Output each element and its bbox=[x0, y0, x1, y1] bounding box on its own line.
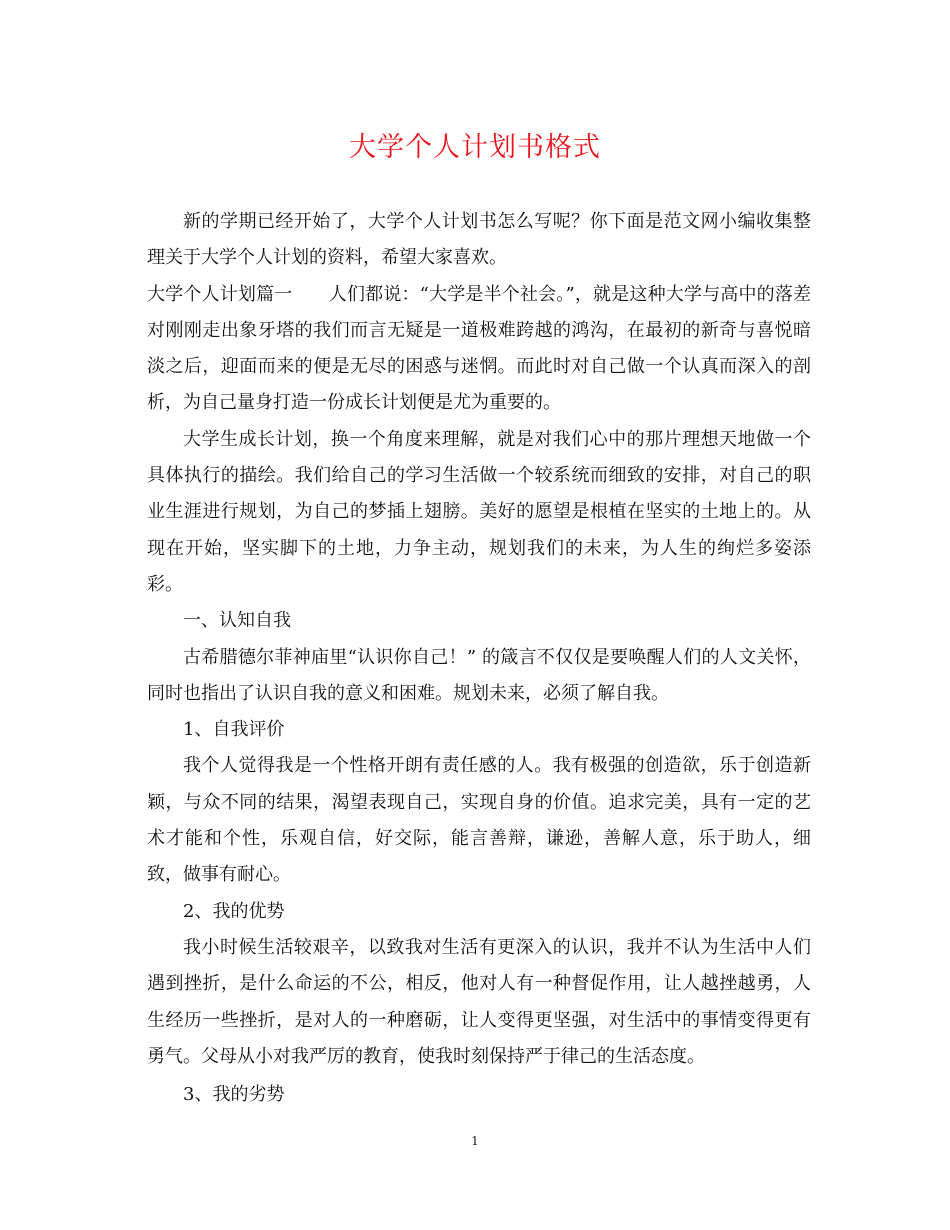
subheading-self-evaluation: 1、自我评价 bbox=[183, 719, 285, 741]
strengths-paragraph: 我小时候生活较艰辛，以致我对生活有更深入的认识，我并不认为生活中人们遇到挫折，是什么命运的不公，相反，他对人有一种督促作用，让人越挫越勇，人生经历一些挫折，是对人的一种磨砺，让人变得更坚强，对生活中的事情变得更有勇气。父母从小对我严厉的教育，使我时刻保持严于律己的生活态度。 bbox=[147, 936, 811, 1067]
subheading-weaknesses: 3、我的劣势 bbox=[183, 1084, 285, 1106]
page-number: 1 bbox=[471, 1134, 479, 1148]
growth-plan-paragraph: 大学生成长计划，换一个角度来理解，就是对我们心中的那片理想天地做一个具体执行的描绘。我们给自己的学习生活做一个较系统而细致的安排，对自己的职业生涯进行规划，为自己的梦插上翅膀。美好的愿望是根植在坚实的土地上的。从现在开始，坚实脚下的土地，力争主动，规划我们的未来，为人生的绚烂多姿添彩。 bbox=[147, 428, 811, 595]
document-body bbox=[147, 204, 811, 1113]
plan-one-paragraph: 大学个人计划篇一 人们都说：“大学是半个社会。”，就是这种大学与高中的落差对刚刚走出象牙塔的我们而言无疑是一道极难跨越的鸿沟，在最初的新奇与喜悦暗淡之后，迎面而来的便是无尽的困惑与迷惘。而此时对自己做一个认真而深入的剖析，为自己量身打造一份成长计划便是尤为重要的。 bbox=[147, 283, 811, 414]
intro-paragraph: 新的学期已经开始了，大学个人计划书怎么写呢？你下面是范文网小编收集整理关于大学个人计划的资料，希望大家喜欢。 bbox=[147, 211, 811, 269]
document-title: 大学个人计划书格式 bbox=[349, 132, 601, 163]
self-evaluation-paragraph: 我个人觉得我是一个性格开朗有责任感的人。我有极强的创造欲，乐于创造新颖，与众不同的结果，渴望表现自己，实现自身的价值。追求完美，具有一定的艺术才能和个性，乐观自信，好交际，能言善辩，谦逊，善解人意，乐于助人，细致，做事有耐心。 bbox=[147, 755, 811, 886]
know-yourself-paragraph: 古希腊德尔菲神庙里“认识你自己！” 的箴言不仅仅是要唤醒人们的人文关怀，同时也指出了认识自我的意义和困难。规划未来，必须了解自我。 bbox=[147, 646, 811, 704]
subheading-strengths: 2、我的优势 bbox=[183, 900, 285, 922]
section-heading-self-cognition: 一、认知自我 bbox=[183, 610, 291, 632]
